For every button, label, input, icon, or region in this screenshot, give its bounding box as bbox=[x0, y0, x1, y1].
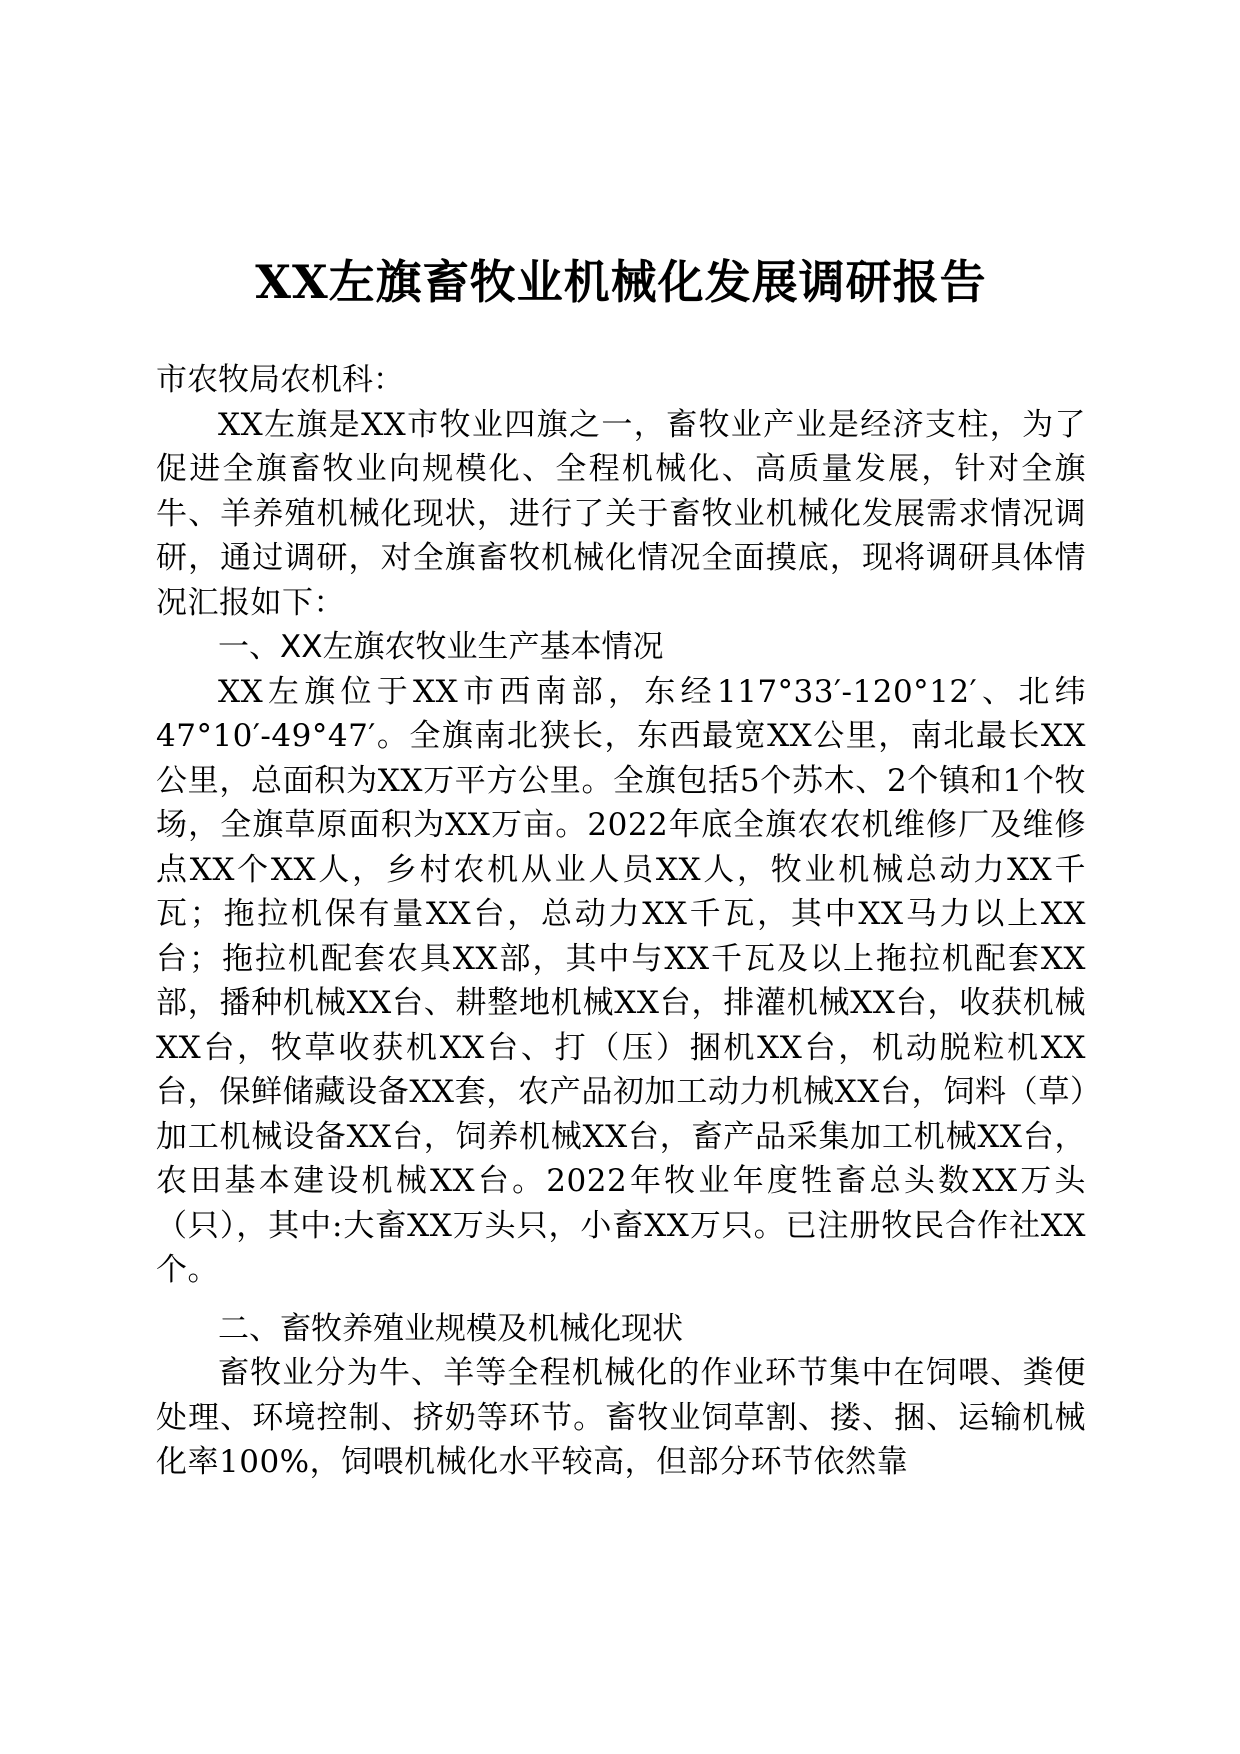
section-heading-1: 一、XX左旗农牧业生产基本情况 bbox=[218, 629, 664, 665]
section-body-1: XX左旗位于XX市西南部，东经117°33′-120°12′、北纬47°10′-49°47′。全旗南北狭长，东西最宽XX公里，南北最长XX公里，总面积为XX万平方公里。全旗包括5个苏木、2个镇和1个牧场，全旗草原面积为XX万亩。2022年底全旗农农机维修厂及维修点XX个XX人，乡村农机从业人员XX人，牧业机械总动力XX千瓦；拖拉机保有量XX台，总动力XX千瓦，其中XX马力以上XX台；拖拉机配套农具XX部，其中与XX千瓦及以上拖拉机配套XX部，播种机械XX台、耕整地机械XX台，排灌机械XX台，收获机械XX台，牧草收获机XX台、打（压）捆机XX台，机动脱粒机XX台，保鲜储藏设备XX套，农产品初加工动力机械XX台，饲料（草）加工机械设备XX台，饲养机械XX台，畜产品采集加工机械XX台，农田基本建设机械XX台。2022年牧业年度牲畜总头数XX万头（只），其中:大畜XX万头只，小畜XX万只。已注册牧民合作社XX个。 bbox=[156, 673, 1086, 1288]
document-content bbox=[156, 250, 1086, 1485]
section-heading-2: 二、畜牧养殖业规模及机械化现状 bbox=[218, 1310, 683, 1347]
document-title: XX左旗畜牧业机械化发展调研报告 bbox=[255, 255, 987, 309]
section-body-2: 畜牧业分为牛、羊等全程机械化的作业环节集中在饲喂、粪便处理、环境控制、挤奶等环节。畜牧业饲草割、搂、捆、运输机械化率100%，饲喂机械化水平较高，但部分环节依然靠 bbox=[156, 1355, 1086, 1480]
intro-paragraph: XX左旗是XX市牧业四旗之一，畜牧业产业是经济支柱，为了促进全旗畜牧业向规模化、全程机械化、高质量发展，针对全旗牛、羊养殖机械化现状，进行了关于畜牧业机械化发展需求情况调研，通过调研，对全旗畜牧机械化情况全面摸底，现将调研具体情况汇报如下： bbox=[156, 406, 1086, 621]
salutation: 市农牧局农机科： bbox=[156, 362, 404, 398]
